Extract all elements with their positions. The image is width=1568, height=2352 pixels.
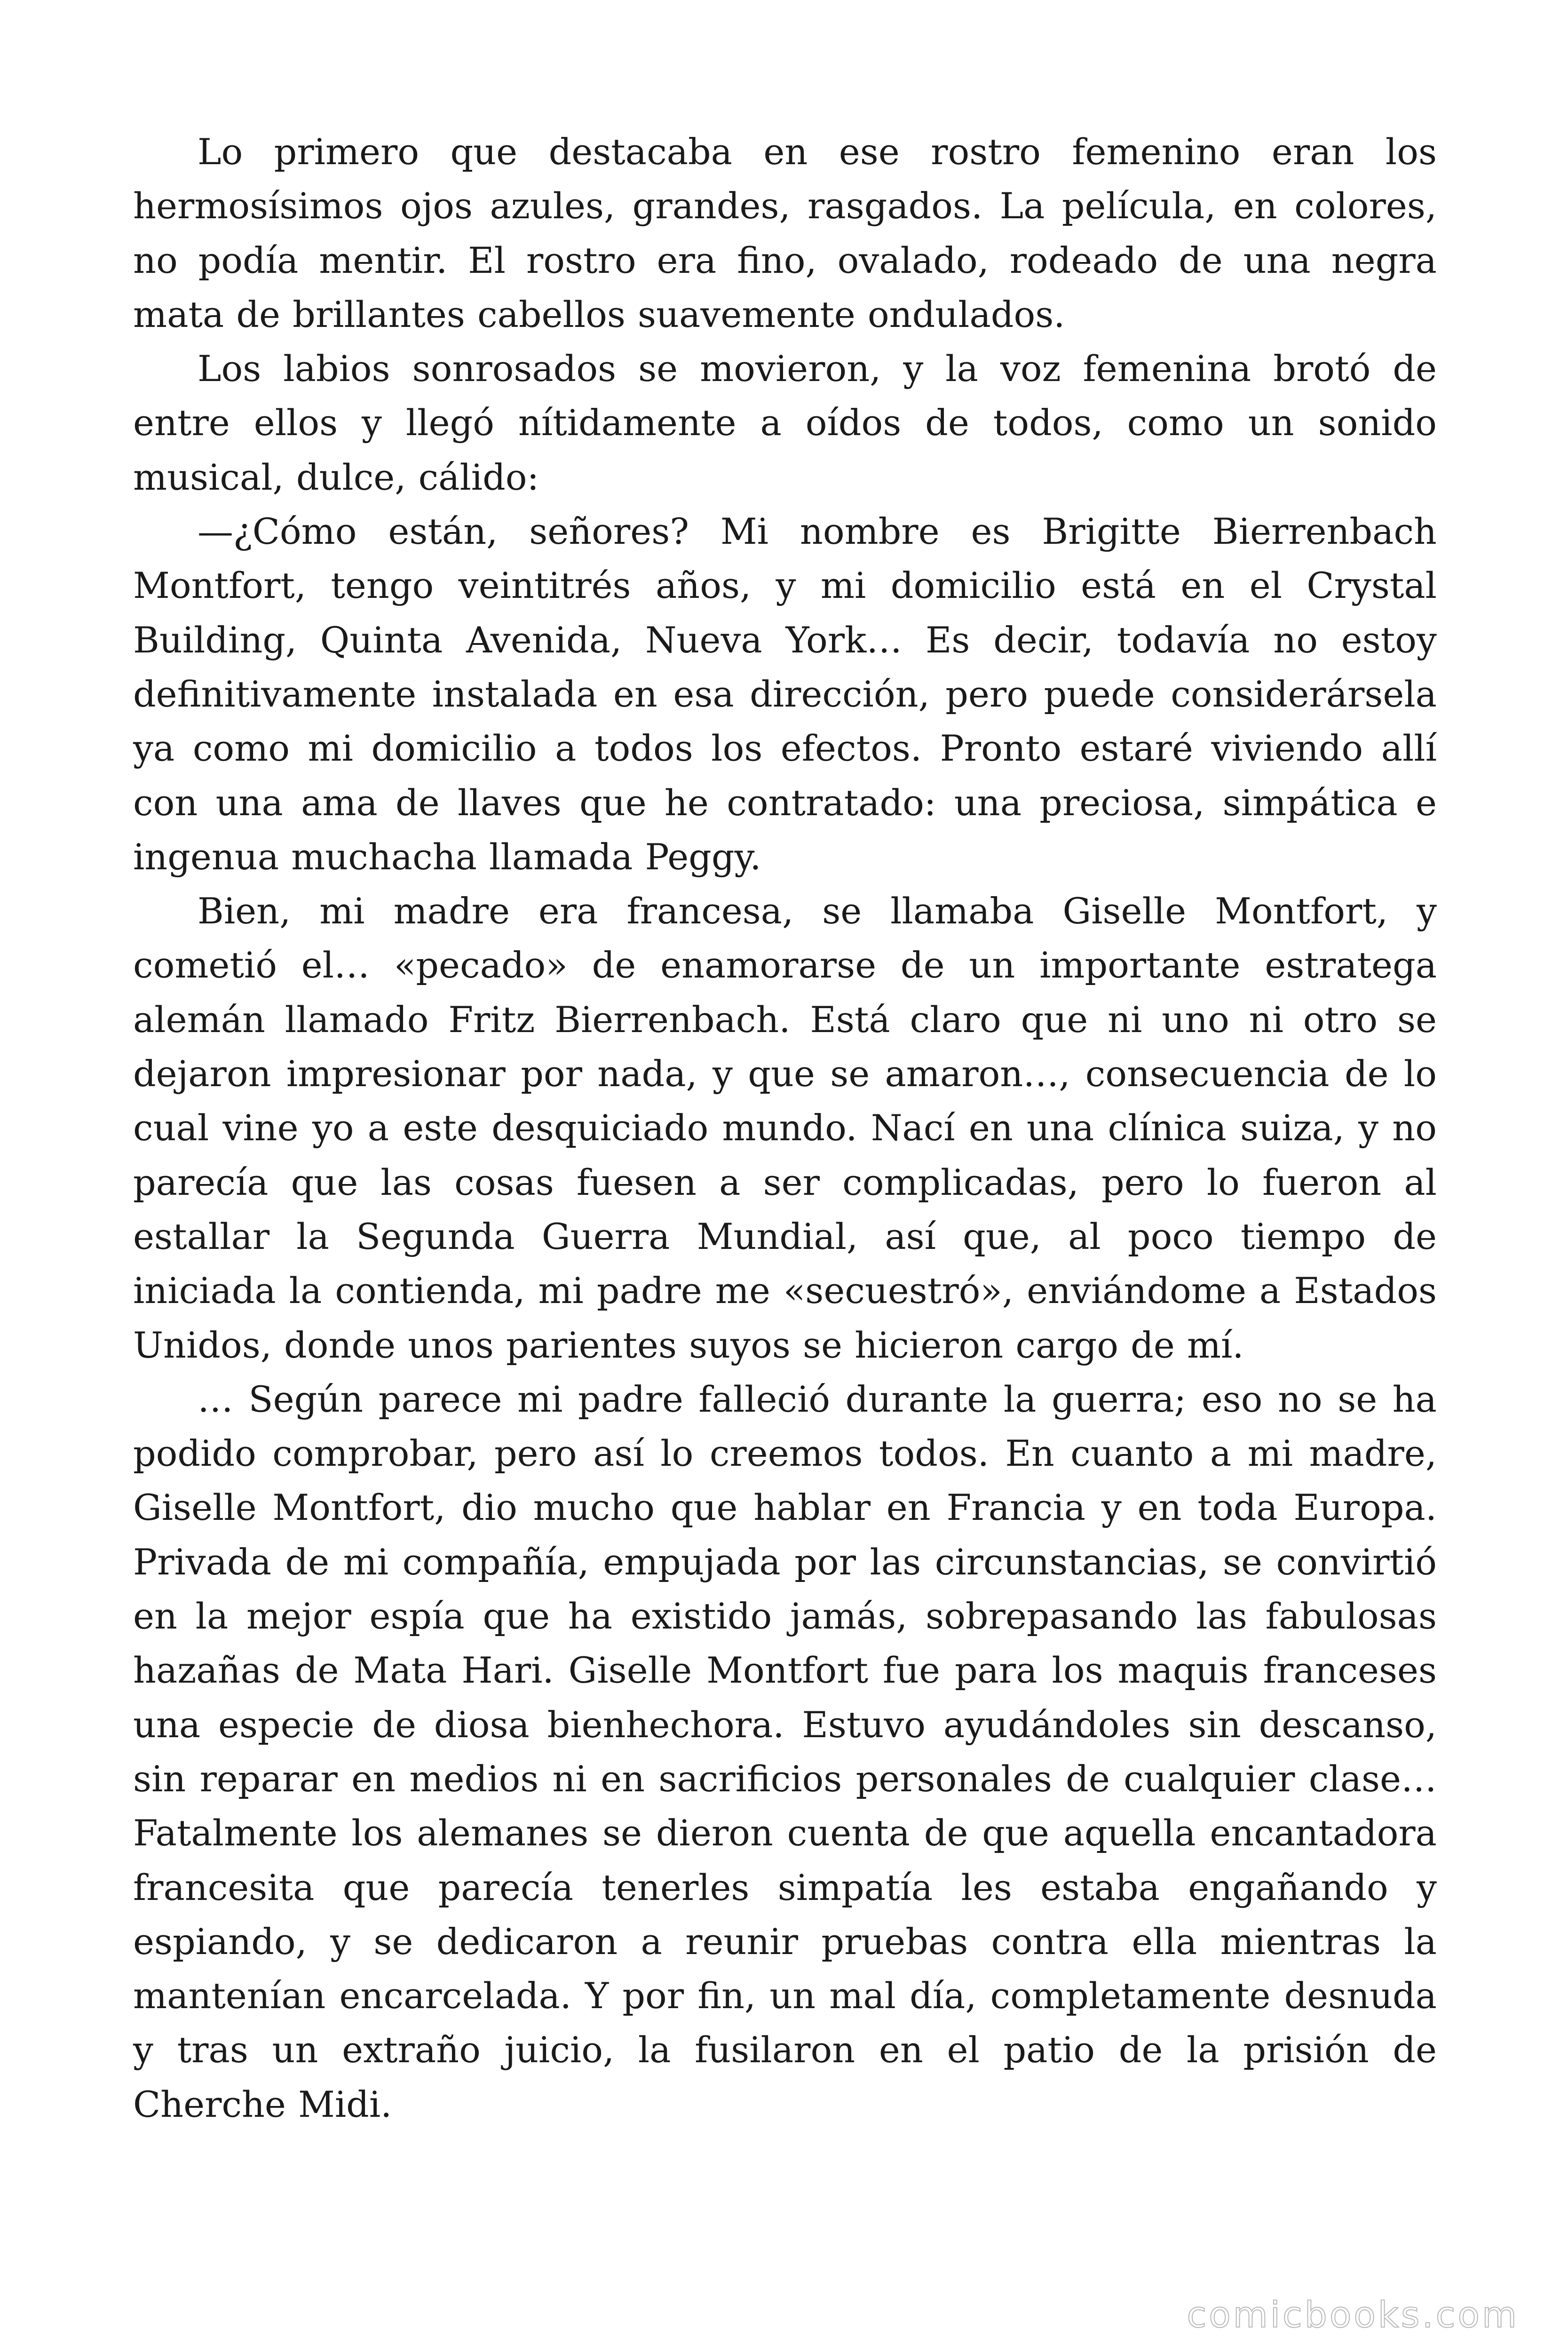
body-text bbox=[133, 125, 1437, 2131]
watermark: comicbooks.com bbox=[1187, 2294, 1519, 2336]
paragraph-2: Los labios sonrosados se movieron, y la voz femenina brotó de entre ellos y llegó nítidamente a oídos de todos, como un sonido musical, dulce, cálido: bbox=[133, 348, 1437, 498]
paragraph-5: … Según parece mi padre falleció durante la guerra; eso no se ha podido comprobar, pero así lo creemos todos. En cuanto a mi madre, Giselle Montfort, dio mucho que hablar en Francia y en toda Europa. Privada de mi compañía, empujada por las circunstancias, se convirtió en la mejor espía que ha existido jamás, sobrepasando las fabulosas hazañas de Mata Hari. Giselle Montfort fue para los maquis franceses una especie de diosa bienhechora. Estuvo ayudándoles sin descanso, sin reparar en medios ni en sacrificios personales de cualquier clase… Fatalmente los alemanes se dieron cuenta de que aquella encantadora francesita que parecía tenerles simpatía les estaba engañando y espiando, y se dedicaron a reunir pruebas contra ella mientras la mantenían encarcelada. Y por fin, un mal día, completamente desnuda y tras un extraño juicio, la fusilaron en el patio de la prisión de Cherche Midi. bbox=[133, 1378, 1437, 2125]
paragraph-3: —¿Cómo están, señores? Mi nombre es Brigitte Bierrenbach Montfort, tengo veintitrés años, y mi domicilio está en el Crystal Building, Quinta Avenida, Nueva York… Es decir, todavía no estoy definitivamente instalada en esa dirección, pero puede considerársela ya como mi domicilio a todos los efectos. Pronto estaré viviendo allí con una ama de llaves que he contratado: una preciosa, simpática e ingenua muchacha llamada Peggy. bbox=[133, 510, 1437, 878]
paragraph-1: Lo primero que destacaba en ese rostro femenino eran los hermosísimos ojos azules, grandes, rasgados. La película, en colores, no podía mentir. El rostro era fino, ovalado, rodeado de una negra mata de brillantes cabellos suavemente ondulados. bbox=[133, 131, 1437, 335]
paragraph-4: Bien, mi madre era francesa, se llamaba Giselle Montfort, y cometió el… «pecado» de enamorarse de un importante estratega alemán llamado Fritz Bierrenbach. Está claro que ni uno ni otro se dejaron impresionar por nada, y que se amaron…, consecuencia de lo cual vine yo a este desquiciado mundo. Nací en una clínica suiza, y no parecía que las cosas fuesen a ser complicadas, pero lo fueron al estallar la Segunda Guerra Mundial, así que, al poco tiempo de iniciada la contienda, mi padre me «secuestró», enviándome a Estados Unidos, donde unos parientes suyos se hicieron cargo de mí. bbox=[133, 890, 1437, 1366]
